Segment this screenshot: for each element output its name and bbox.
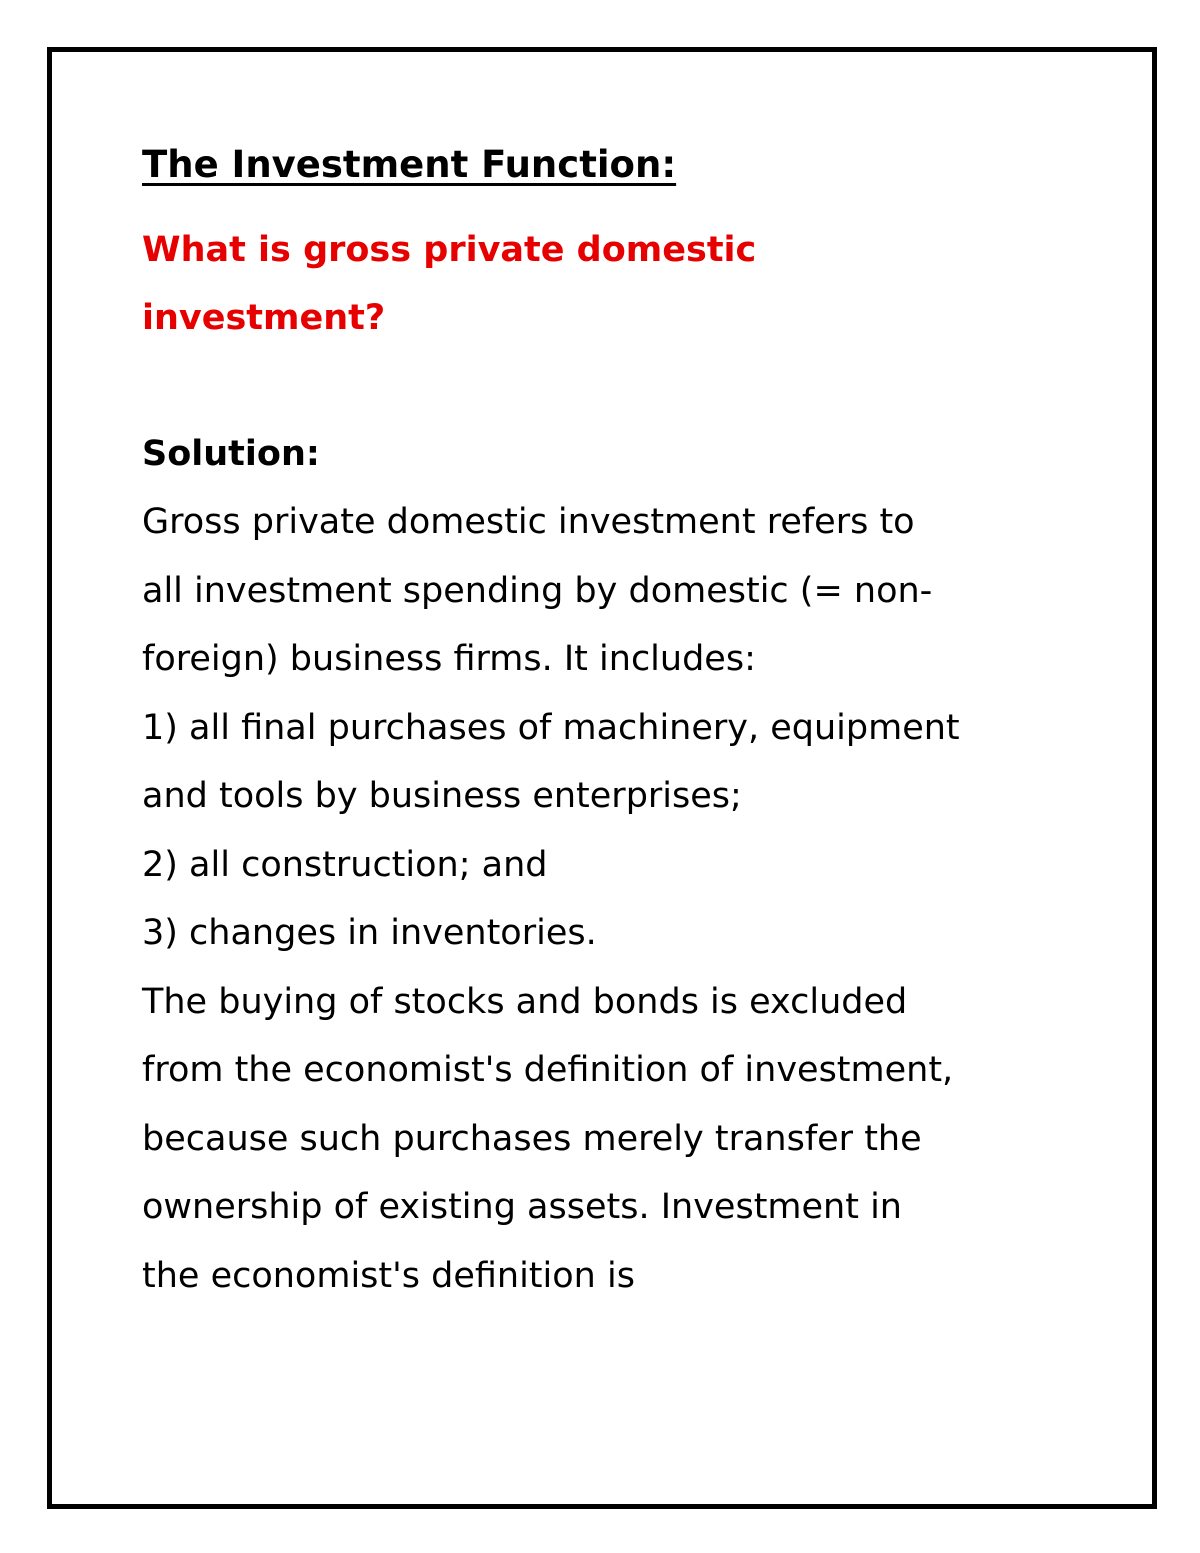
document-title: The Investment Function: bbox=[142, 143, 677, 186]
body-line: the economist's definition is bbox=[142, 1255, 635, 1296]
body-line: foreign) business firms. It includes: bbox=[142, 639, 756, 679]
body-line: from the economist's definition of investment, bbox=[142, 1050, 954, 1090]
body-line: ownership of existing assets. Investment in bbox=[142, 1187, 902, 1227]
list-item-1: 1) all final purchases of machinery, equipment bbox=[142, 707, 960, 748]
body-line: The buying of stocks and bonds is excluded bbox=[142, 981, 908, 1022]
document-content bbox=[142, 128, 1102, 1310]
solution-label: Solution: bbox=[142, 434, 320, 474]
body-line: all investment spending by domestic (= non- bbox=[142, 570, 933, 611]
question-line: What is gross private domestic bbox=[142, 230, 757, 270]
list-item-2: 2) all construction; and bbox=[142, 844, 548, 885]
list-item-3: 3) changes in inventories. bbox=[142, 913, 597, 953]
body-line: and tools by business enterprises; bbox=[142, 776, 742, 816]
body-line: Gross private domestic investment refers to bbox=[142, 502, 915, 542]
blank-line bbox=[142, 352, 1102, 420]
question-text bbox=[142, 216, 1102, 352]
body-line: because such purchases merely transfer the bbox=[142, 1118, 922, 1159]
solution-body bbox=[142, 488, 1102, 1310]
question-line: investment? bbox=[142, 298, 386, 338]
